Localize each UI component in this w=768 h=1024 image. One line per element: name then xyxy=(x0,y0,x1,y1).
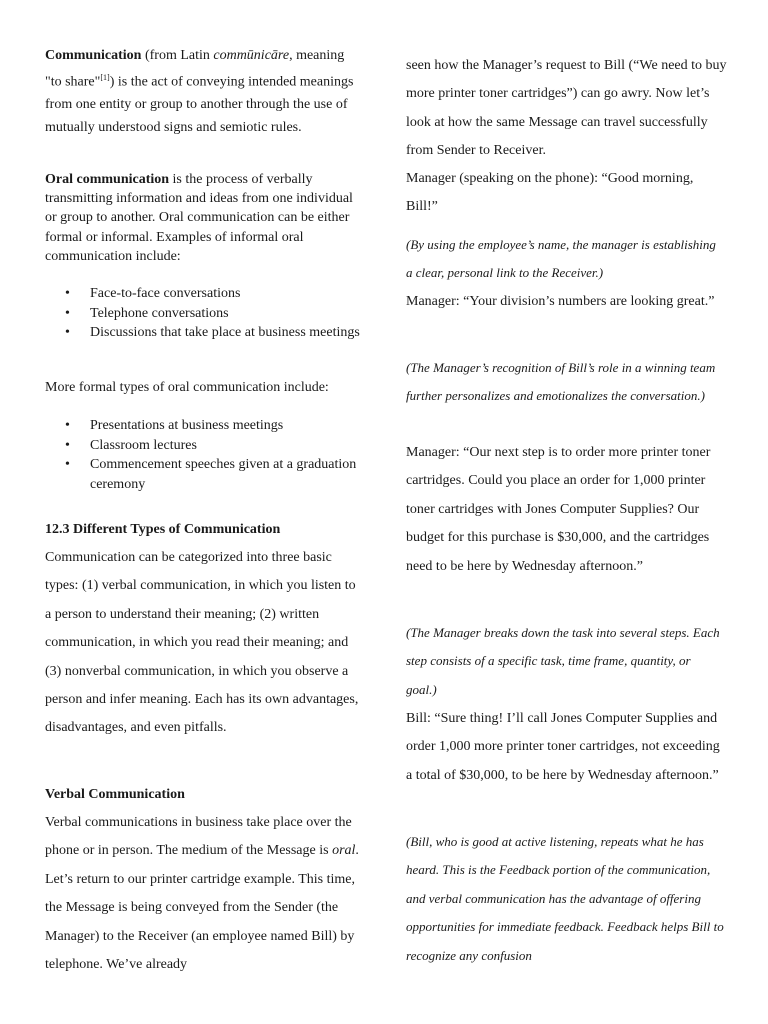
manager-request: Manager: “Our next step is to order more printer toner cartridges. Could you place an order for 1,000 printer toner cartridges with Jones Computer Supplies? Our budget for this purchase is $30,000, and the cartridges need to be here by Wednesday afternoon.” xyxy=(406,445,711,574)
list-item: • Commencement speeches given at a graduation ceremony xyxy=(65,457,357,492)
informal-list xyxy=(45,284,365,343)
latin-word: commūnicāre xyxy=(213,48,290,63)
list-item: • Presentations at business meetings xyxy=(45,416,365,436)
manager-greeting: Manager (speaking on the phone): “Good morning, Bill!” xyxy=(406,171,694,215)
note-4: (Bill, who is good at active listening, repeats what he has heard. This is the Feedback portion of the communication, and verbal communication has the advantage of offering opportunities for immediate feedback. Feedback helps Bill to recognize any confusion xyxy=(406,834,724,963)
bullet: • xyxy=(65,286,70,301)
footnote-ref: [1] xyxy=(100,73,110,83)
bullet: • xyxy=(65,437,70,453)
right-paragraph-1: seen how the Manager’s request to Bill (“We need to buy more printer toner cartridges”) can go awry. Now let’s look at how the same Message can travel successfully from Sender to Receiver. xyxy=(406,58,727,159)
bullet: • xyxy=(65,457,70,472)
list-item: • Telephone conversations xyxy=(45,304,365,324)
bullet: • xyxy=(65,325,70,340)
oral-paragraph: Oral communication is the process of verbally transmitting information and ideas from one individual or group to another. Oral communication can be either formal or informal. Examples of informal oral communication include: xyxy=(45,172,353,264)
list-item: • Classroom lectures xyxy=(45,436,365,456)
manager-praise: Manager: “Your division’s numbers are looking great.” xyxy=(406,294,715,309)
verbal-heading: Verbal Communication xyxy=(45,787,185,802)
note-2: (The Manager’s recognition of Bill’s role in a winning team further personalizes and emotionalizes the conversation.) xyxy=(406,360,716,404)
bullet: • xyxy=(65,305,70,321)
intro-term: Communication xyxy=(45,48,142,63)
intro-paragraph: Communication (from Latin commūnicāre, meaning "to share"[1]) is the act of conveying intended meanings from one entity or group to another through the use of mutually understood signs and semiotic rules. xyxy=(45,48,354,135)
list-item: • Face-to-face conversations xyxy=(45,284,365,304)
formal-intro: More formal types of oral communication include: xyxy=(45,380,329,395)
section-body: Communication can be categorized into three basic types: (1) verbal communication, in which you listen to a person to understand their meaning; (2) written communication, in which you read their meaning; and (3) nonverbal communication, in which you observe a person and infer meaning. Each has its own advantages, disadvantages, and even pitfalls. xyxy=(45,550,359,736)
bullet: • xyxy=(65,418,70,433)
note-3: (The Manager breaks down the task into several steps. Each step consists of a specific task, time frame, quantity, or goal.) xyxy=(406,625,720,697)
oral-emphasis: oral xyxy=(332,843,356,859)
oral-term: Oral communication xyxy=(45,172,170,187)
note-1: (By using the employee’s name, the manager is establishing a clear, personal link to the Receiver.) xyxy=(406,237,716,281)
formal-list xyxy=(45,416,365,494)
verbal-body: Verbal communications in business take place over the phone or in person. The medium of the Message is oral. Let’s return to our printer cartridge example. This time, the Message is being conveyed from the Sender (the Manager) to the Receiver (an employee named Bill) by telephone. We’ve already xyxy=(45,815,359,973)
section-heading: 12.3 Different Types of Communication xyxy=(45,522,281,537)
list-item: • Discussions that take place at business meetings xyxy=(45,323,365,343)
bill-response: Bill: “Sure thing! I’ll call Jones Computer Supplies and order 1,000 more printer toner cartridges, not exceeding a total of $30,000, to be here by Wednesday afternoon.” xyxy=(406,711,720,783)
